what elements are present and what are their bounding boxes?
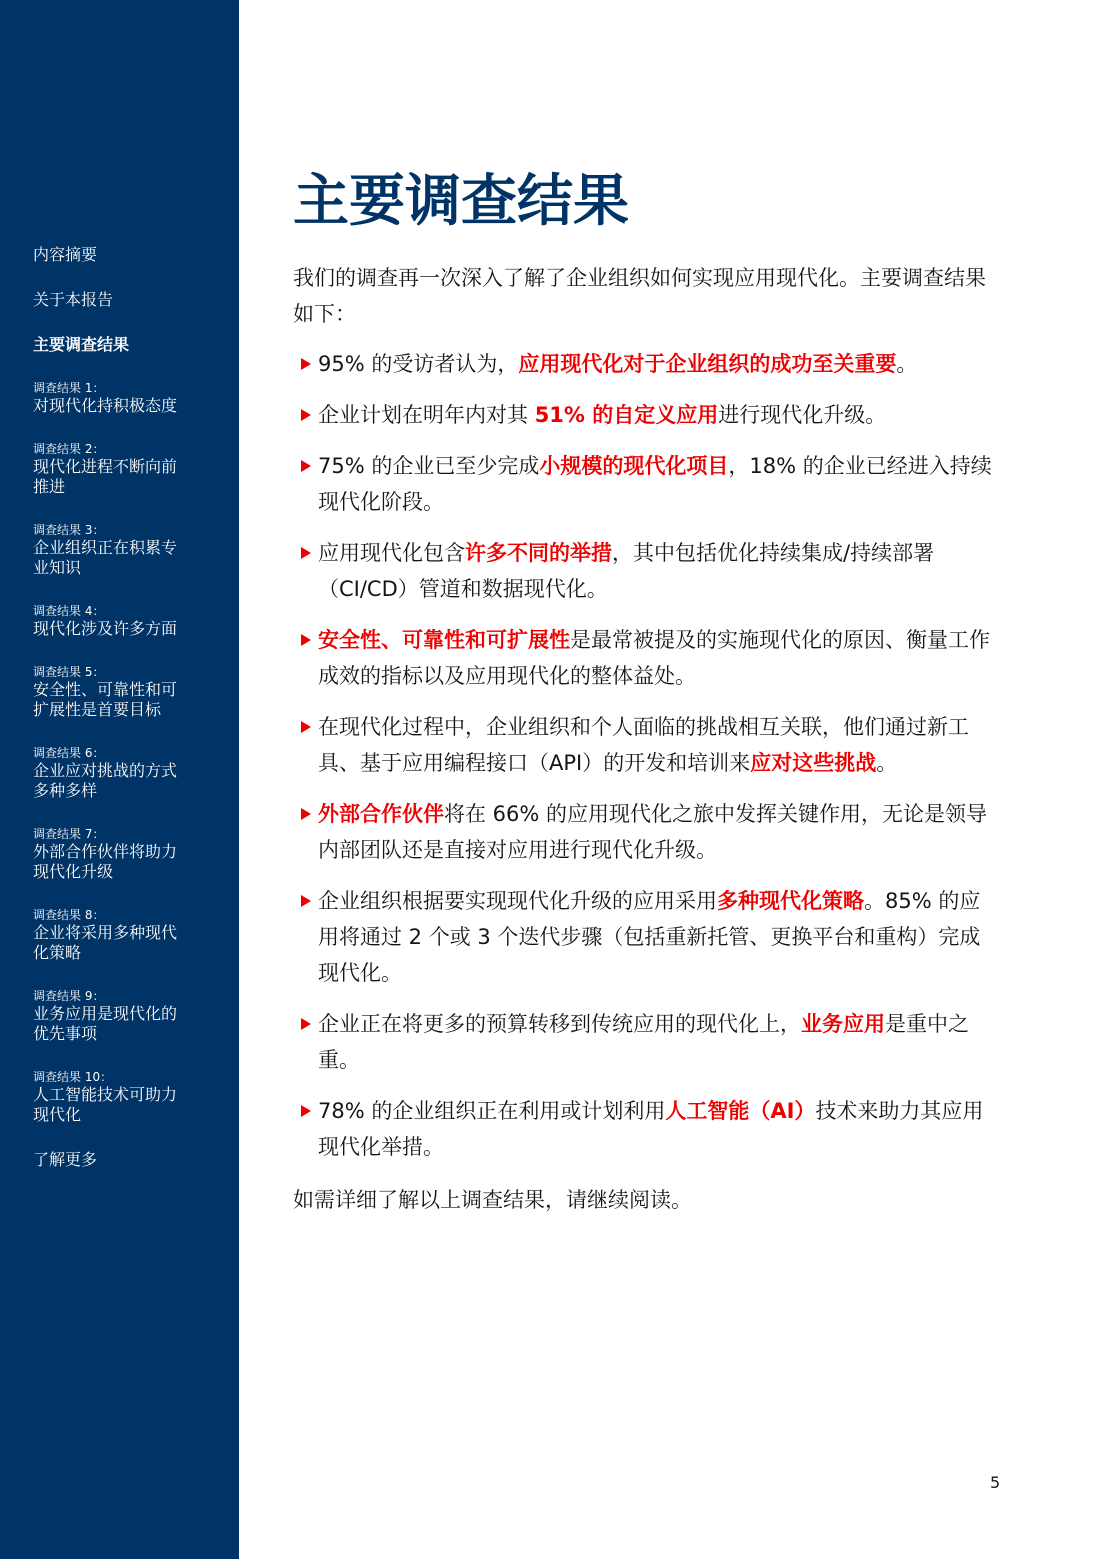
highlighted-text: 应用现代化对于企业组织的成功至关重要 [518, 352, 897, 376]
bullet-arrow-icon [301, 634, 311, 646]
finding-bullet [293, 883, 998, 991]
highlighted-text: 多种现代化策略 [717, 889, 864, 913]
sidebar-item-13[interactable]: 了解更多 [33, 1150, 98, 1169]
sidebar-item-5[interactable] [0, 522, 239, 578]
highlighted-text: 51% 的自定义应用 [534, 403, 719, 427]
bullet-text: 是最常被提及的实施现代化的原因、衡量工作成效的指标以及应用现代化的整体益处。 [318, 628, 990, 688]
bullet-arrow-icon [301, 409, 311, 421]
finding-bullet [293, 448, 998, 520]
outro-paragraph: 如需详细了解以上调查结果，请继续阅读。 [293, 1188, 692, 1212]
sidebar-item-label: 现代化进程不断向前推进 [33, 457, 178, 496]
highlighted-text: 小规模的现代化项目 [539, 454, 729, 478]
sidebar-item-label: 现代化涉及许多方面 [33, 619, 178, 638]
bullet-text: 将在 66% 的应用现代化之旅中发挥关键作用，无论是领导内部团队还是直接对应用进行现代化升级。 [318, 802, 988, 862]
sidebar-item-kicker: 调查结果 3： [33, 523, 105, 537]
bullet-text: ，其中包括优化持续集成/持续部署（CI/CD）管道和数据现代化。 [318, 541, 935, 601]
sidebar [0, 0, 239, 1559]
sidebar-item-kicker: 调查结果 10： [33, 1070, 113, 1084]
highlighted-text: 外部合作伙伴 [318, 802, 444, 826]
highlighted-text: 业务应用 [801, 1012, 885, 1036]
sidebar-item-9[interactable] [0, 826, 239, 882]
bullet-arrow-icon [301, 1018, 311, 1030]
sidebar-item-kicker: 调查结果 8： [33, 908, 105, 922]
bullet-text: 企业正在将更多的预算转移到传统应用的现代化上， [318, 1012, 801, 1036]
finding-bullet [293, 622, 998, 694]
bullet-text: 。85% 的应用将通过 2 个或 3 个迭代步骤（包括重新托管、更换平台和重构）完成现代化。 [318, 889, 981, 985]
bullet-text: 。 [896, 352, 918, 376]
bullet-text: 。 [876, 751, 898, 775]
sidebar-item-6[interactable] [0, 603, 239, 639]
bullet-arrow-icon [301, 808, 311, 820]
sidebar-item-kicker: 调查结果 4： [33, 604, 105, 618]
highlighted-text: 应对这些挑战 [750, 751, 877, 775]
bullet-arrow-icon [301, 1105, 311, 1117]
finding-bullet [293, 397, 998, 433]
sidebar-item-4[interactable] [0, 441, 239, 497]
finding-bullet [293, 709, 998, 781]
bullet-text: 78% 的企业组织正在利用或计划利用 [318, 1099, 666, 1123]
finding-bullet [293, 535, 998, 607]
bullet-arrow-icon [301, 358, 311, 370]
findings-list [293, 346, 998, 1180]
sidebar-item-label: 安全性、可靠性和可扩展性是首要目标 [33, 680, 178, 719]
bullet-text: 企业组织根据要实现现代化升级的应用采用 [318, 889, 717, 913]
bullet-text: 95% 的受访者认为， [318, 352, 519, 376]
finding-bullet [293, 1093, 998, 1165]
sidebar-item-label: 企业应对挑战的方式多种多样 [33, 761, 178, 800]
sidebar-item-kicker: 调查结果 6： [33, 746, 105, 760]
bullet-text: 进行现代化升级。 [718, 403, 887, 427]
bullet-arrow-icon [301, 547, 311, 559]
sidebar-item-7[interactable] [0, 664, 239, 720]
sidebar-item-2[interactable]: 主要调查结果 [33, 335, 130, 354]
sidebar-item-label: 企业组织正在积累专业知识 [33, 538, 178, 577]
bullet-arrow-icon [301, 460, 311, 472]
sidebar-item-1[interactable]: 关于本报告 [33, 290, 114, 309]
bullet-arrow-icon [301, 721, 311, 733]
sidebar-item-label: 对现代化持积极态度 [33, 396, 178, 415]
bullet-text: 是重中之重。 [318, 1012, 969, 1072]
highlighted-text: 人工智能（AI） [665, 1099, 816, 1123]
sidebar-item-kicker: 调查结果 7： [33, 827, 105, 841]
sidebar-item-label: 外部合作伙伴将助力现代化升级 [33, 842, 178, 881]
sidebar-item-8[interactable] [0, 745, 239, 801]
sidebar-item-kicker: 调查结果 2： [33, 442, 105, 456]
sidebar-item-kicker: 调查结果 1： [33, 381, 105, 395]
finding-bullet [293, 346, 998, 382]
sidebar-item-label: 人工智能技术可助力现代化 [33, 1085, 178, 1124]
sidebar-item-label: 企业将采用多种现代化策略 [33, 923, 178, 962]
bullet-text: 75% 的企业已至少完成 [318, 454, 540, 478]
finding-bullet [293, 796, 998, 868]
sidebar-item-3[interactable] [0, 380, 239, 416]
highlighted-text: 许多不同的举措 [465, 541, 612, 565]
sidebar-item-11[interactable] [0, 988, 239, 1044]
sidebar-item-12[interactable] [0, 1069, 239, 1125]
sidebar-item-label: 业务应用是现代化的优先事项 [33, 1004, 178, 1043]
bullet-text: 企业计划在明年内对其 [318, 403, 535, 427]
intro-paragraph: 我们的调查再一次深入了解了企业组织如何实现应用现代化。主要调查结果如下： [293, 266, 986, 326]
sidebar-item-kicker: 调查结果 5： [33, 665, 105, 679]
sidebar-item-10[interactable] [0, 907, 239, 963]
page-title: 主要调查结果 [293, 169, 629, 234]
sidebar-nav [0, 245, 239, 1195]
page-number: 5 [990, 1473, 1001, 1492]
bullet-arrow-icon [301, 895, 311, 907]
bullet-text: 在现代化过程中，企业组织和个人面临的挑战相互关联，他们通过新工具、基于应用编程接口（API）的开发和培训来 [318, 715, 969, 775]
sidebar-item-0[interactable]: 内容摘要 [33, 245, 98, 264]
highlighted-text: 安全性、可靠性和可扩展性 [318, 628, 570, 652]
bullet-text: 技术来助力其应用现代化举措。 [318, 1099, 984, 1159]
finding-bullet [293, 1006, 998, 1078]
bullet-text: 应用现代化包含 [318, 541, 465, 565]
sidebar-item-kicker: 调查结果 9： [33, 989, 105, 1003]
bullet-text: ，18% 的企业已经进入持续现代化阶段。 [318, 454, 992, 514]
